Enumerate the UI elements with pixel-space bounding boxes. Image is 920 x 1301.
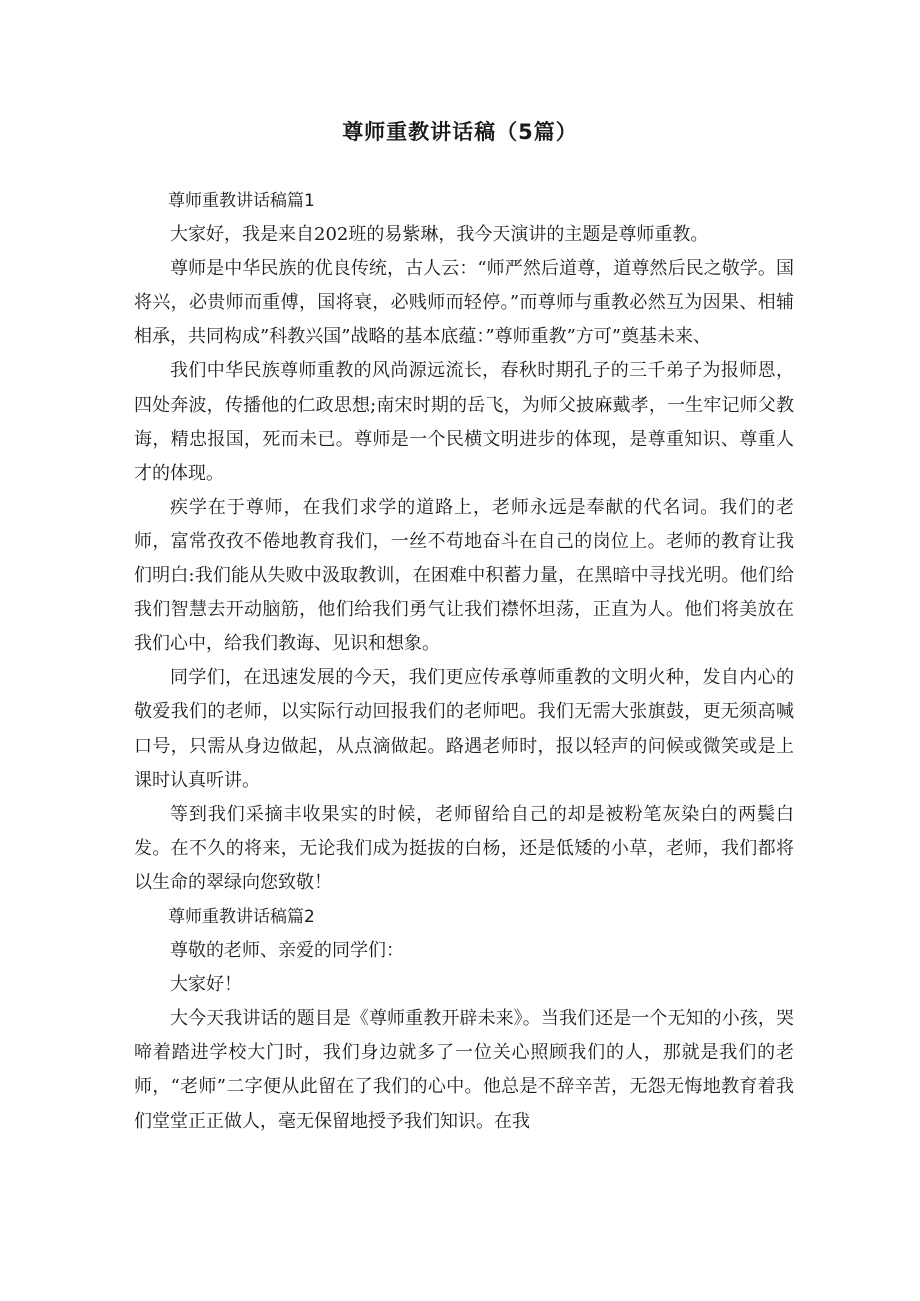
paragraph: 等到我们采摘丰收果实的时候，老师留给自己的却是被粉笔灰染白的两鬓白发。在不久的将来，无论我们成为挺拔的白杨，还是低矮的小草，老师，我们都将以生命的翠绿向您致敬！: [134, 803, 794, 893]
paragraph: 大今天我讲话的题目是《尊师重教开辟未来》。当我们还是一个无知的小孩，哭啼着踏进学校大门时，我们身边就多了一位关心照顾我们的人，那就是我们的老师，“老师”二字便从此留在了我们的心中。他总是不辞辛苦，无怨无悔地教育着我们堂堂正正做人，毫无保留地授予我们知识。在我: [134, 1008, 794, 1132]
document-title: 尊师重教讲话稿（5篇）: [342, 120, 578, 144]
paragraph: 大家好，我是来自202班的易紫琳，我今天演讲的主题是尊师重教。: [170, 224, 709, 246]
section-heading: 尊师重教讲话稿篇2: [168, 906, 315, 927]
section-1: [134, 184, 794, 900]
paragraph: 我们中华民族尊师重教的风尚源远流长，春秋时期孔子的三千弟子为报师恩，四处奔波，传播他的仁政思想;南宋时期的岳飞，为师父披麻戴孝，一生牢记师父教诲，精忠报国，死而未已。尊师是一个民横文明进步的体现，是尊重知识、尊重人才的体现。: [134, 360, 794, 484]
paragraph: 大家好！: [170, 974, 242, 996]
paragraph: 疾学在于尊师，在我们求学的道路上，老师永远是奉献的代名词。我们的老师，富常孜孜不倦地教育我们，一丝不苟地奋斗在自己的岗位上。老师的教育让我们明白:我们能从失败中汲取教训，在困难中积蓄力量，在黑暗中寻找光明。他们给我们智慧去开动脑筋，他们给我们勇气让我们襟怀坦荡，正直为人。他们将美放在我们心中，给我们教诲、见识和想象。: [134, 496, 794, 655]
paragraph: 尊师是中华民族的优良传统，古人云：“师严然后道尊，道尊然后民之敬学。国将兴，必贵师而重傅，国将衰，必贱师而轻停。”而尊师与重教必然互为因果、相辅相承，共同构成”科教兴国”战略的基本底蕴：”尊师重教”方可”奠基未来、: [134, 258, 794, 348]
paragraph: 尊敬的老师、亲爱的同学们：: [170, 940, 404, 962]
paragraph: 同学们，在迅速发展的今天，我们更应传承尊师重教的文明火种，发自内心的敬爱我们的老师，以实际行动回报我们的老师吧。我们无需大张旗鼓，更无须高喊口号，只需从身边做起，从点滴做起。路遇老师时，报以轻声的问候或微笑或是上课时认真听讲。: [134, 667, 794, 791]
document-body: [134, 184, 794, 1139]
section-heading: 尊师重教讲话稿篇1: [168, 191, 315, 211]
section-2: [134, 900, 794, 1139]
